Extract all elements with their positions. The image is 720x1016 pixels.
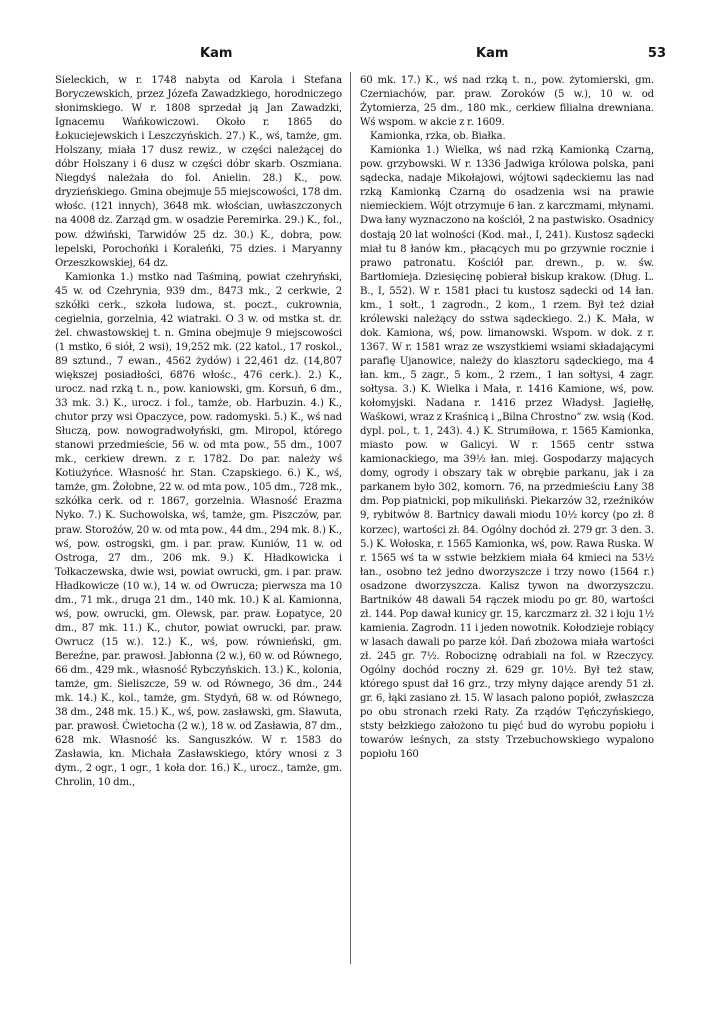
running-head-right: Kam [476,46,509,61]
paragraph: 60 mk. 17.) K., wś nad rzką t. n., pow. żytomierski, gm. Czerniachów, par. praw. Zoroków (5 w.), 10 w. od Żytomierza, 25 dm., 180 mk., cerkiew filialna drewniana. Wś wspom. w akcie z r. 1609. [360,75,654,129]
left-column [55,74,342,974]
page-number: 53 [647,46,666,61]
right-column [360,74,654,974]
paragraph: Kamionka 1.) Wielka, wś nad rzką Kamionką Czarną, pow. grzybowski. W r. 1336 Jadwiga królowa polska, pani sądecka, nadaje Mikołajowi, wójtowi sądeckiemu las nad rzką Kamionką Czarną do osadzenia wsi na prawie niemieckiem. Wójt otrzymuje 6 łan. z karczmami, młynami. Dwa łany wyznaczono na kościół, 2 na pastwisko. Osadnicy dostają 20 lat wolności (Kod. mał., I, 241). Kustosz sądecki miał tu 8 łanów km., płacących mu po grzywnie rocznie i prawo patronatu. Kościół par. drewn., p. w. św. Bartłomieja. Dziesięcinę pobierał biskup krakow. (Dług. L. B., I, 552). W r. 1581 płaci tu kustosz sądecki od 14 łan. km., 1 sołt., 1 zagrodn., 2 kom., 1 rzem. Był też dział królewski należący do sstwa sądeckiego. 2.) K. Mała, w dok. Kamiona, wś, pow. limanowski. Wspom. w dok. z r. 1367. W r. 1581 wraz ze wszystkiemi wsiami składającymi parafię Ujanowice, należy do klasztoru sądeckiego, ma 4 łan. km., 5 zagr., 5 kom., 2 rzem., 1 łan sołtysi, 4 zagr. sołtysa. 3.) K. Wielka i Mała, r. 1416 Kamione, wś, pow. kołomyjski. Nadana r. 1416 przez Władysł. Jagiełłę, Waśkowi, wraz z Kraśnicą i „Bilna Chrostno” zw. wsią (Kod. dypl. pol., t. 1, 243). 4.) K. Strumiłowa, r. 1565 Kamionka, miasto pow. w Galicyi. W r. 1565 centr sstwa kamionackiego, ma 39½ łan. miej. Gospodarzy mających domy, ogrody i obszary tak w obrębie parkanu, jak i za parkanem było 302, komorn. 76, na przedmieściu Łany 38 dm. Pop piatnicki, pop mikuliński. Piekarzów 32, rzeźników 9, rybitwów 8. Bartnicy dawali miodu 10½ korcy (po zł. 8 korzec), wartości zł. 84. Ogólny dochód zł. 279 gr. 3 den. 3. 5.) K. Wołoska, r. 1565 Kamionka, wś, pow. Rawa Ruska. W r. 1565 wś ta w sstwie bełzkiem miała 64 kmieci na 53½ łan., osobno też jedno dworzyszcze i trzy nowo (1564 r.) osadzone dworzyszcza. Kalisz tywon na dworzyszczu. Bartników 48 dawali 54 rączek miodu po gr. 80, wartości zł. 144. Pop dawał kunicy gr. 15, karczmarz zł. 32 i łoju 1½ kamienia. Zagrodn. 11 i jeden nowotnik. Kołodzieje robiący w lasach dawali po parze kół. Dań zbożowa miała wartości zł. 245 gr. 7½. Robociznę odrabiali na fol. w Rzeczycy. Ogólny dochód roczny zł. 629 gr. 10½. Był też staw, którego spust dał 16 grz., trzy młyny dające arendy 51 zł. gr. 6, łąki zasiano zł. 15. W lasach palono popiół, zwłaszcza po obu stronach rzeki Raty. Za rządów Tęńczyńskiego, ststy bełzkiego założono tu pięć bud do wyrobu popiołu i towarów leśnych, za ststy Trzebuchowskiego wypalono popiołu 160 [360,145,654,761]
running-head-left: Kam [200,46,233,61]
paragraph: Kamionka 1.) mstko nad Taśminą, powiat czehryński, 45 w. od Czehrynia, 939 dm., 8473 mk., 2 cerkwie, 2 szkółki cerk., szkoła ludowa, st. poczt., cukrownia, cegielnia, gorzelnia, 42 wiatraki. O 3 w. od mstka st. dr. żel. chwastowskiej t. n. Gmina obejmuje 9 miejscowości (1 mstko, 6 siół, 2 wsi), 19,252 mk. (22 katol., 17 roskol., 89 sztund., 7 ewan., 4562 żydów) i 22,461 dz. (14,807 większej posiadłości, 6876 włośc., 476 cerk.). 2.) K., urocz. nad rzką t. n., pow. kaniowski, gm. Korsuń, 6 dm., 33 mk. 3.) K., urocz. i fol., tamże, ob. Harbuzin. 4.) K., chutor przy wsi Opaczyce, pow. radomyski. 5.) K., wś nad Słuczą, pow. nowogradwołyński, gm. Miropol, którego stanowi przedmieście, 56 w. od mta pow., 55 dm., 1007 mk., cerkiew drewn. z r. 1782. Do par. należy wś Kotiużyńce. Własność hr. Stan. Czapskiego. 6.) K., wś, tamże, gm. Żołobne, 22 w. od mta pow., 105 dm., 728 mk., szkółka cerk. od r. 1867, gorzelnia. Własność Erazma Nyko. 7.) K. Suchowolska, wś, tamże, gm. Piszczów, par. praw. Storożów, 20 w. od mta pow., 44 dm., 294 mk. 8.) K., wś, pow. ostrogski, gm. i par. praw. Kuniów, 11 w. od Ostroga, 27 dm., 206 mk. 9.) K. Hładkowicka i Tołkaczewska, dwie wsi, powiat owrucki, gm. i par. praw. Hładkowicze (10 w.), 14 w. od Owrucza; pierwsza ma 10 dm., 71 mk., druga 21 dm., 140 mk. 10.) K al. Kamionna, wś, pow. owrucki, gm. Olewsk, par. praw. Łopatyce, 20 dm., 87 mk. 11.) K., chutor, powiat owrucki, par. praw. Owrucz (15 w.). 12.) K., wś, pow. równieński, gm. Bereźne, par. prawosł. Jabłonna (2 w.), 60 w. od Równego, 66 dm., 429 mk., własność Rybczyńskich. 13.) K., kolonia, tamże, gm. Sieliszcze, 59 w. od Równego, 36 dm., 244 mk. 14.) K., kol., tamże, gm. Stydyń, 68 w. od Równego, 38 dm., 248 mk. 15.) K., wś, pow. zasławski, gm. Sławuta, par. prawosł. Ćwietocha (2 w.), 18 w. od Zasławia, 87 dm., 628 mk. Własność ks. Sanguszków. W r. 1583 do Zasławia, kn. Michała Zasławskiego, który wnosi z 3 dym., 2 ogr., 1 ogr., 1 koła dor. 16.) K., urocz., tamże, gm. Chrolin, 10 dm., [55,271,342,789]
paragraph: Kamionka, rzka, ob. Białka. [370,131,506,143]
paragraph: Sieleckich, w r. 1748 nabyta od Karola i Stefana Boryczewskich, przez Józefa Zawadzkiego, horodniczego słonimskiego. W r. 1808 sprzedał ją Jan Zawadzki, Ignacemu Wańkowiczowi. Około r. 1865 do Łokuciejewskich i Leszczyńskich. 27.) K., wś, tamże, gm. Holszany, miała 17 dusz rewiz., w części należącej do dóbr Holszany i 6 dusz w części dóbr skarb. Oszmiana. Niegdyś należała do fol. Anielin. 28.) K., pow. dryzieńskiego. Gmina obejmuje 55 miejscowości, 178 dm. włośc. (121 innych), 3648 mk. włościan, uwłaszczonych na 4008 dz. Zarząd gm. w osadzie Peremirka. 29.) K., fol., pow. dźwiński, Tarwidów 25 dz. 30.) K., dobra, pow. lepelski, Porochońki i Koraleńki, 75 dzies. i Maryanny Orzeszkowskiej, 64 dz. [55,75,342,269]
column-divider [350,72,351,964]
page-header [52,46,666,66]
